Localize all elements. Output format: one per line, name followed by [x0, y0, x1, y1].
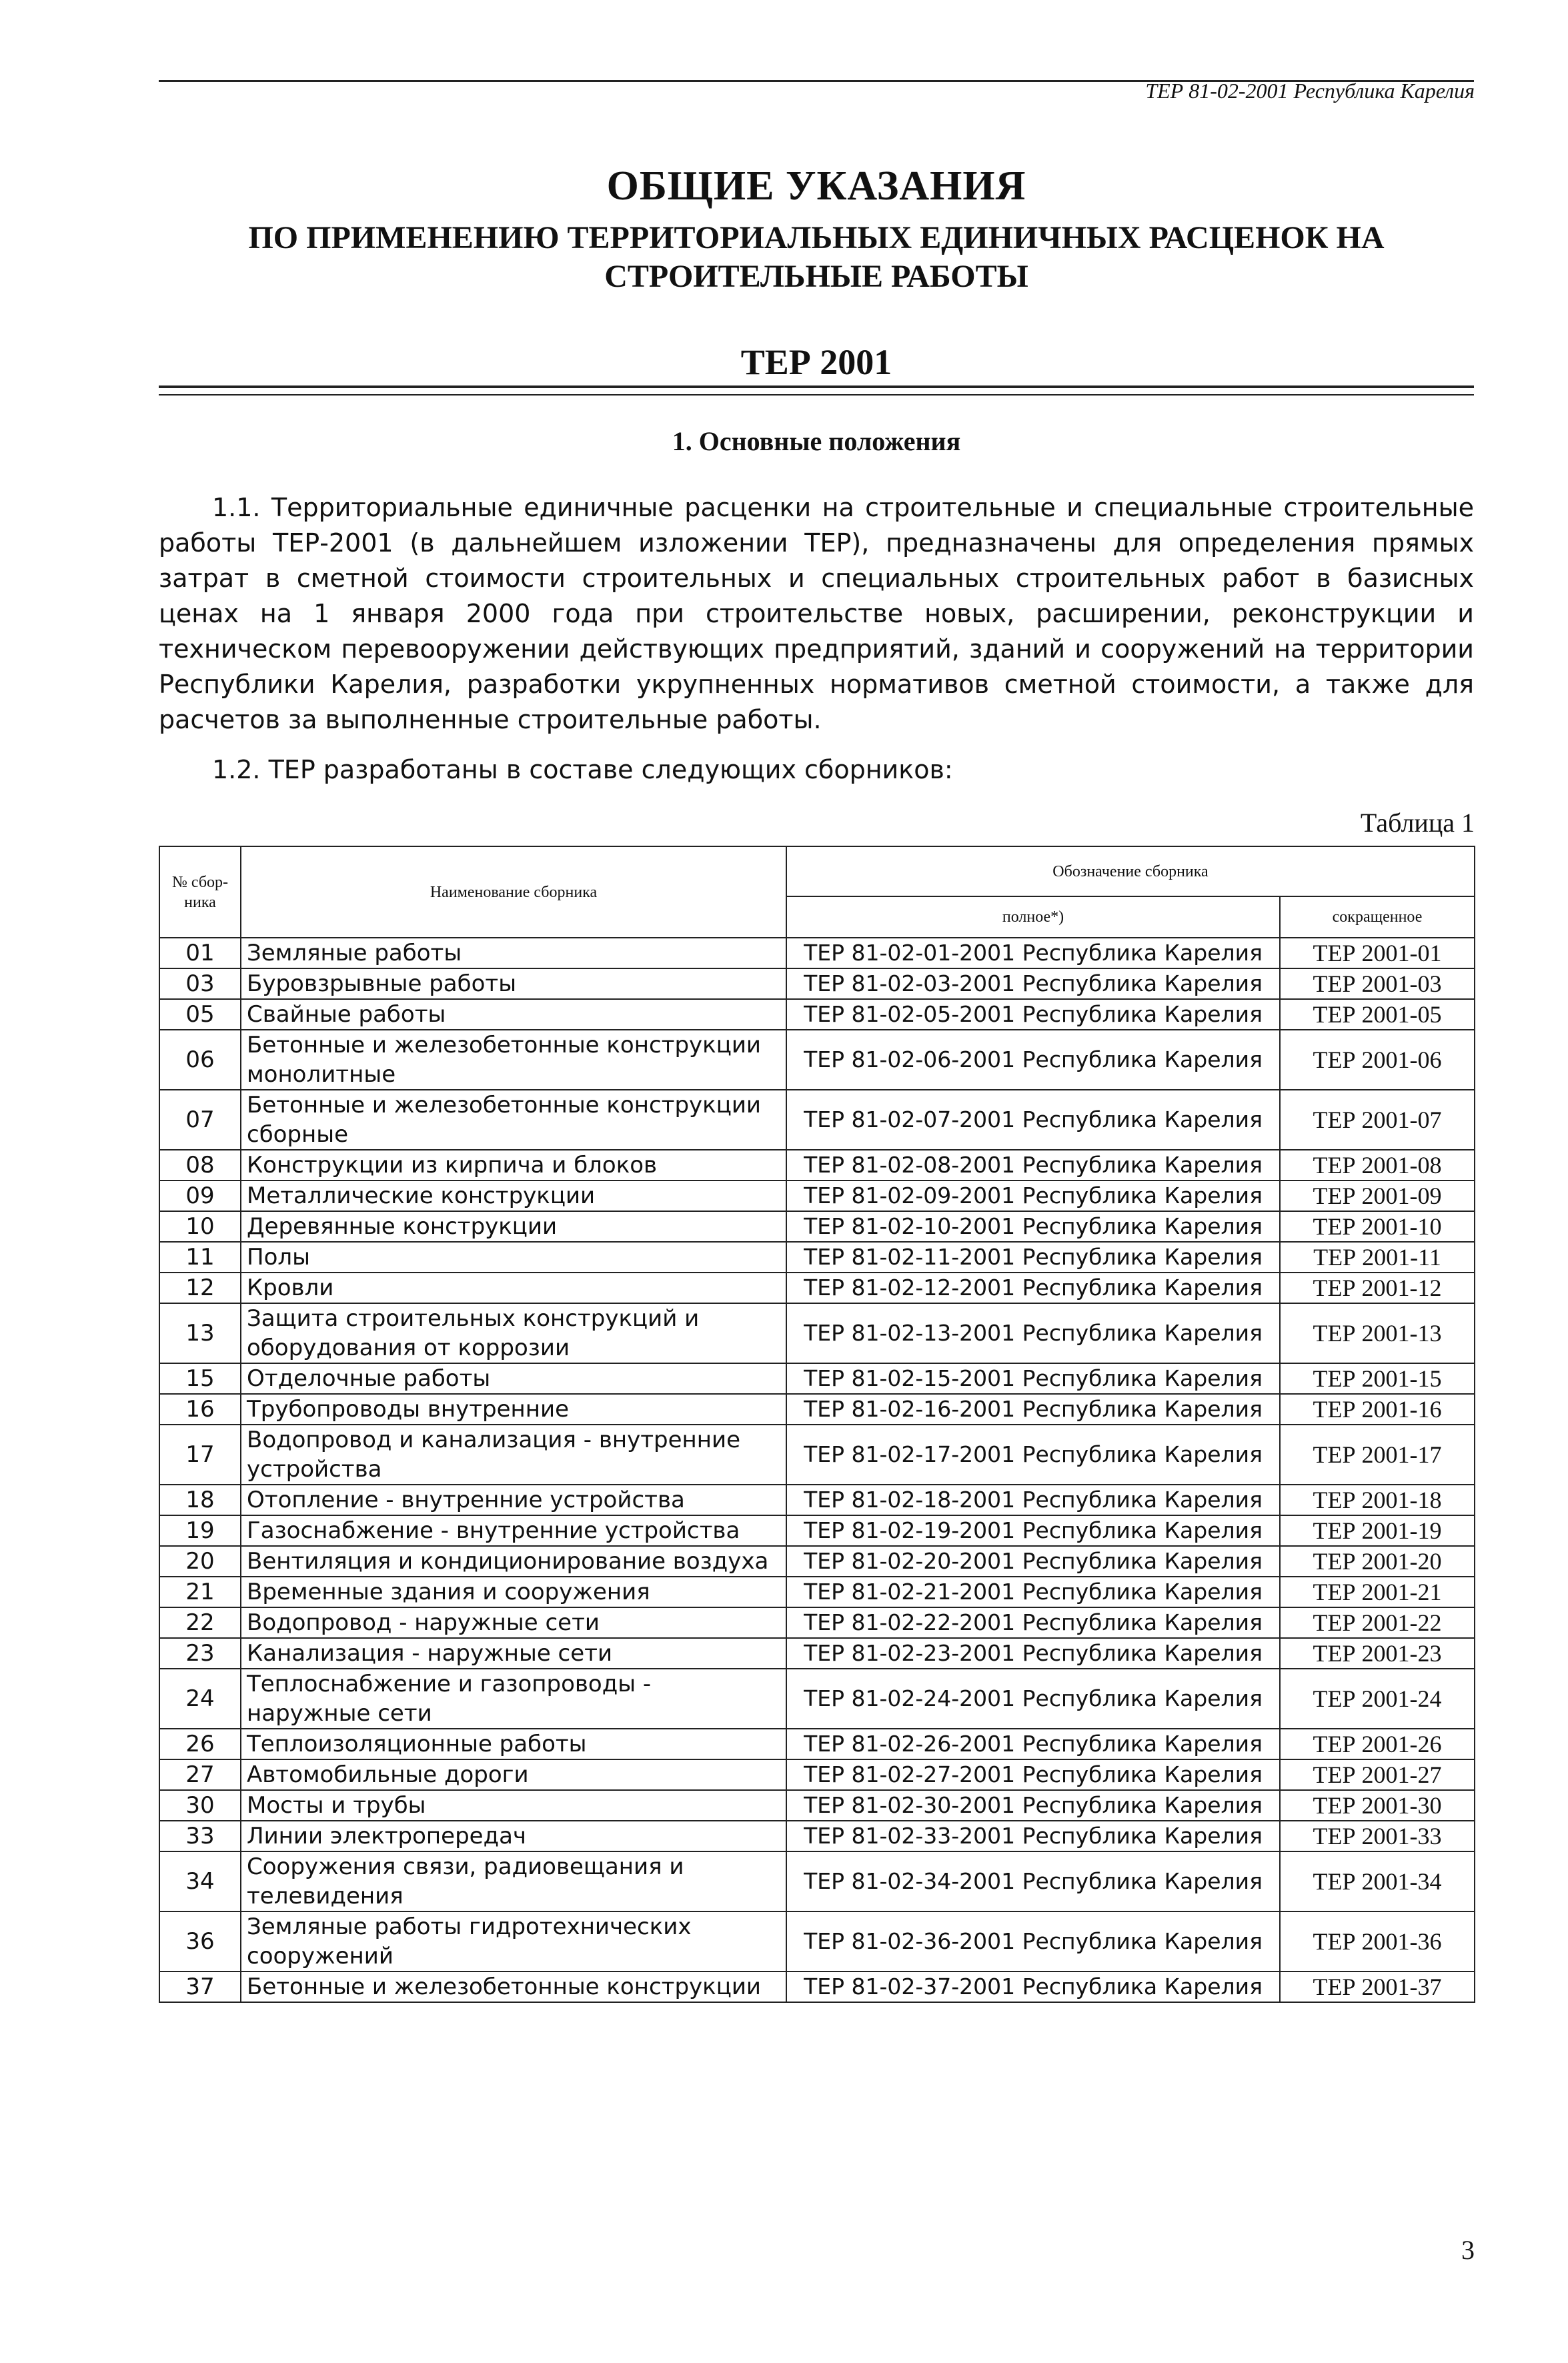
table-row [159, 1638, 1475, 1669]
table-row [159, 999, 1475, 1030]
cell-num: 23 [159, 1638, 241, 1669]
table-row [159, 1546, 1475, 1577]
cell-name: Кровли [241, 1273, 786, 1303]
table-row [159, 1515, 1475, 1546]
table-row [159, 938, 1475, 968]
cell-num: 34 [159, 1851, 241, 1911]
cell-full: ТЕР 81-02-01-2001 Республика Карелия [786, 938, 1280, 968]
cell-short: ТЕР 2001-30 [1280, 1790, 1475, 1821]
header-designation: Обозначение сборника [786, 846, 1475, 896]
cell-short: ТЕР 2001-36 [1280, 1911, 1475, 1972]
cell-short: ТЕР 2001-09 [1280, 1180, 1475, 1211]
table-row [159, 1577, 1475, 1607]
table-row [159, 1729, 1475, 1759]
cell-num: 16 [159, 1394, 241, 1425]
document-title: ОБЩИЕ УКАЗАНИЯ [606, 163, 1026, 209]
cell-short: ТЕР 2001-05 [1280, 999, 1475, 1030]
cell-name: Защита строительных конструкций и оборудования от коррозии [241, 1303, 786, 1363]
cell-name: Земляные работы [241, 938, 786, 968]
cell-short: ТЕР 2001-33 [1280, 1821, 1475, 1851]
cell-name: Линии электропередач [241, 1821, 786, 1851]
cell-full: ТЕР 81-02-37-2001 Республика Карелия [786, 1972, 1280, 2002]
cell-short: ТЕР 2001-18 [1280, 1485, 1475, 1515]
cell-num: 24 [159, 1669, 241, 1729]
cell-name: Конструкции из кирпича и блоков [241, 1150, 786, 1180]
cell-short: ТЕР 2001-37 [1280, 1972, 1475, 2002]
title-rule-bottom [159, 394, 1474, 396]
cell-num: 05 [159, 999, 241, 1030]
cell-full: ТЕР 81-02-30-2001 Республика Карелия [786, 1790, 1280, 1821]
cell-full: ТЕР 81-02-12-2001 Республика Карелия [786, 1273, 1280, 1303]
cell-full: ТЕР 81-02-11-2001 Республика Карелия [786, 1242, 1280, 1273]
cell-num: 22 [159, 1607, 241, 1638]
cell-full: ТЕР 81-02-22-2001 Республика Карелия [786, 1607, 1280, 1638]
cell-full: ТЕР 81-02-03-2001 Республика Карелия [786, 968, 1280, 999]
cell-full: ТЕР 81-02-26-2001 Республика Карелия [786, 1729, 1280, 1759]
cell-name: Вентиляция и кондиционирование воздуха [241, 1546, 786, 1577]
header-short: сокращенное [1280, 896, 1475, 938]
cell-name: Свайные работы [241, 999, 786, 1030]
cell-name: Теплоизоляционные работы [241, 1729, 786, 1759]
table-row [159, 1090, 1475, 1150]
cell-num: 07 [159, 1090, 241, 1150]
cell-name: Отделочные работы [241, 1363, 786, 1394]
cell-short: ТЕР 2001-08 [1280, 1150, 1475, 1180]
table-row [159, 1821, 1475, 1851]
cell-num: 17 [159, 1425, 241, 1485]
cell-full: ТЕР 81-02-17-2001 Республика Карелия [786, 1425, 1280, 1485]
table-caption: Таблица 1 [1360, 808, 1475, 838]
cell-full: ТЕР 81-02-36-2001 Республика Карелия [786, 1911, 1280, 1972]
header-num: № сбор- ника [159, 846, 241, 938]
cell-num: 36 [159, 1911, 241, 1972]
table-row [159, 1607, 1475, 1638]
cell-short: ТЕР 2001-15 [1280, 1363, 1475, 1394]
cell-num: 26 [159, 1729, 241, 1759]
table-row [159, 1759, 1475, 1790]
cell-num: 37 [159, 1972, 241, 2002]
cell-name: Мосты и трубы [241, 1790, 786, 1821]
table-row [159, 1669, 1475, 1729]
cell-num: 06 [159, 1030, 241, 1090]
cell-name: Буровзрывные работы [241, 968, 786, 999]
cell-num: 27 [159, 1759, 241, 1790]
cell-full: ТЕР 81-02-20-2001 Республика Карелия [786, 1546, 1280, 1577]
cell-num: 08 [159, 1150, 241, 1180]
table-row [159, 1790, 1475, 1821]
cell-num: 18 [159, 1485, 241, 1515]
document-code: ТЕР 2001 [740, 342, 892, 382]
cell-short: ТЕР 2001-12 [1280, 1273, 1475, 1303]
cell-short: ТЕР 2001-21 [1280, 1577, 1475, 1607]
cell-short: ТЕР 2001-01 [1280, 938, 1475, 968]
header-name: Наименование сборника [241, 846, 786, 938]
table-row [159, 1972, 1475, 2002]
cell-num: 21 [159, 1577, 241, 1607]
cell-short: ТЕР 2001-23 [1280, 1638, 1475, 1669]
cell-short: ТЕР 2001-20 [1280, 1546, 1475, 1577]
cell-full: ТЕР 81-02-24-2001 Республика Карелия [786, 1669, 1280, 1729]
cell-short: ТЕР 2001-10 [1280, 1211, 1475, 1242]
cell-short: ТЕР 2001-07 [1280, 1090, 1475, 1150]
table-row [159, 1211, 1475, 1242]
table-row [159, 1485, 1475, 1515]
cell-num: 15 [159, 1363, 241, 1394]
document-subtitle: ПО ПРИМЕНЕНИЮ ТЕРРИТОРИАЛЬНЫХ ЕДИНИЧНЫХ РАСЦЕНОК НА СТРОИТЕЛЬНЫЕ РАБОТЫ [248, 220, 1385, 294]
cell-name: Трубопроводы внутренние [241, 1394, 786, 1425]
cell-num: 12 [159, 1273, 241, 1303]
cell-full: ТЕР 81-02-15-2001 Республика Карелия [786, 1363, 1280, 1394]
cell-full: ТЕР 81-02-10-2001 Республика Карелия [786, 1211, 1280, 1242]
cell-short: ТЕР 2001-22 [1280, 1607, 1475, 1638]
cell-name: Водопровод и канализация - внутренние устройства [241, 1425, 786, 1485]
cell-name: Отопление - внутренние устройства [241, 1485, 786, 1515]
cell-short: ТЕР 2001-16 [1280, 1394, 1475, 1425]
table-row [159, 1242, 1475, 1273]
cell-name: Газоснабжение - внутренние устройства [241, 1515, 786, 1546]
cell-num: 33 [159, 1821, 241, 1851]
cell-name: Полы [241, 1242, 786, 1273]
cell-full: ТЕР 81-02-08-2001 Республика Карелия [786, 1150, 1280, 1180]
cell-name: Автомобильные дороги [241, 1759, 786, 1790]
cell-short: ТЕР 2001-26 [1280, 1729, 1475, 1759]
table-row [159, 1273, 1475, 1303]
collections-table [159, 846, 1475, 2003]
table-row [159, 1150, 1475, 1180]
cell-full: ТЕР 81-02-16-2001 Республика Карелия [786, 1394, 1280, 1425]
cell-name: Деревянные конструкции [241, 1211, 786, 1242]
cell-name: Бетонные и железобетонные конструкции монолитные [241, 1030, 786, 1090]
table-row [159, 1363, 1475, 1394]
cell-short: ТЕР 2001-24 [1280, 1669, 1475, 1729]
cell-short: ТЕР 2001-19 [1280, 1515, 1475, 1546]
cell-short: ТЕР 2001-13 [1280, 1303, 1475, 1363]
cell-full: ТЕР 81-02-21-2001 Республика Карелия [786, 1577, 1280, 1607]
cell-short: ТЕР 2001-34 [1280, 1851, 1475, 1911]
cell-num: 19 [159, 1515, 241, 1546]
cell-full: ТЕР 81-02-34-2001 Республика Карелия [786, 1851, 1280, 1911]
cell-name: Бетонные и железобетонные конструкции сборные [241, 1090, 786, 1150]
cell-full: ТЕР 81-02-06-2001 Республика Карелия [786, 1030, 1280, 1090]
cell-short: ТЕР 2001-11 [1280, 1242, 1475, 1273]
cell-name: Теплоснабжение и газопроводы - наружные сети [241, 1669, 786, 1729]
page-number: 3 [1461, 2235, 1475, 2265]
header-full: полное*) [786, 896, 1280, 938]
table-row [159, 968, 1475, 999]
cell-full: ТЕР 81-02-19-2001 Республика Карелия [786, 1515, 1280, 1546]
running-header: ТЕР 81-02-2001 Республика Карелия [1145, 79, 1475, 103]
cell-num: 20 [159, 1546, 241, 1577]
section-heading: 1. Основные положения [672, 426, 961, 456]
cell-name: Сооружения связи, радиовещания и телевидения [241, 1851, 786, 1911]
cell-full: ТЕР 81-02-07-2001 Республика Карелия [786, 1090, 1280, 1150]
title-rule-top [159, 385, 1474, 388]
cell-name: Временные здания и сооружения [241, 1577, 786, 1607]
cell-full: ТЕР 81-02-13-2001 Республика Карелия [786, 1303, 1280, 1363]
cell-short: ТЕР 2001-06 [1280, 1030, 1475, 1090]
table-body [159, 938, 1475, 2002]
cell-full: ТЕР 81-02-05-2001 Республика Карелия [786, 999, 1280, 1030]
cell-name: Бетонные и железобетонные конструкции [241, 1972, 786, 2002]
cell-full: ТЕР 81-02-09-2001 Республика Карелия [786, 1180, 1280, 1211]
table-row [159, 1851, 1475, 1911]
cell-name: Металлические конструкции [241, 1180, 786, 1211]
table-row [159, 1180, 1475, 1211]
paragraph-1-2: 1.2. ТЕР разработаны в составе следующих сборников: [212, 755, 953, 784]
table-row [159, 1425, 1475, 1485]
cell-full: ТЕР 81-02-27-2001 Республика Карелия [786, 1759, 1280, 1790]
cell-full: ТЕР 81-02-23-2001 Республика Карелия [786, 1638, 1280, 1669]
table-row [159, 1030, 1475, 1090]
cell-num: 09 [159, 1180, 241, 1211]
table-row [159, 1911, 1475, 1972]
cell-short: ТЕР 2001-17 [1280, 1425, 1475, 1485]
cell-full: ТЕР 81-02-33-2001 Республика Карелия [786, 1821, 1280, 1851]
paragraph-1-1: 1.1. Территориальные единичные расценки на строительные и специальные строительные работы ТЕР-2001 (в дальнейшем изложении ТЕР), предназначены для определения прямых затрат в сметной стоимости строительных и специальных строительных работ в базисных ценах на 1 января 2000 года при строительстве новых, расширении, реконструкции и техническом перевооружении действующих предприятий, зданий и сооружений на территории Республики Карелия, разработки укрупненных нормативов сметной стоимости, а также для расчетов за выполненные строительные работы. [159, 493, 1474, 734]
cell-short: ТЕР 2001-03 [1280, 968, 1475, 999]
cell-num: 30 [159, 1790, 241, 1821]
cell-full: ТЕР 81-02-18-2001 Республика Карелия [786, 1485, 1280, 1515]
cell-name: Земляные работы гидротехнических сооружений [241, 1911, 786, 1972]
table-row [159, 1303, 1475, 1363]
cell-num: 01 [159, 938, 241, 968]
table-row [159, 1394, 1475, 1425]
cell-num: 03 [159, 968, 241, 999]
cell-num: 11 [159, 1242, 241, 1273]
cell-num: 13 [159, 1303, 241, 1363]
cell-num: 10 [159, 1211, 241, 1242]
cell-name: Водопровод - наружные сети [241, 1607, 786, 1638]
cell-name: Канализация - наружные сети [241, 1638, 786, 1669]
header-rule [159, 80, 1474, 82]
cell-short: ТЕР 2001-27 [1280, 1759, 1475, 1790]
